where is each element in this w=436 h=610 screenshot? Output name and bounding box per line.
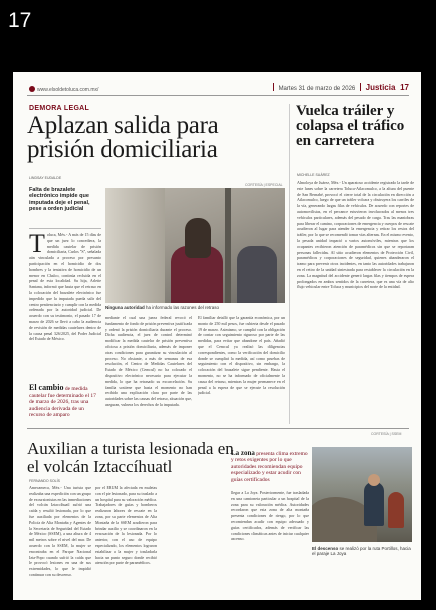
photo-credit-2: CORTESÍA | SSEM bbox=[371, 432, 402, 436]
viewer-toolbar bbox=[0, 0, 436, 42]
globe-icon bbox=[29, 86, 35, 92]
newspaper-page[interactable] bbox=[13, 72, 421, 600]
side-headline: Vuelca tráiler y colapsa el tráfico en carretera bbox=[296, 103, 405, 149]
main-kicker: DEMORA LEGAL bbox=[29, 105, 90, 112]
subhead-rule bbox=[29, 228, 101, 229]
page-number: 17 bbox=[400, 83, 409, 92]
story3-pullquote: La zona presenta clima extremo y retos exigentes por lo que autoridades recomiendan equipo especializado y estar acudir con guías certificados bbox=[231, 449, 308, 483]
story3-column-3: llegar a La Joya. Posteriormente, fue trasladada en una camioneta particular a un hospital de la zona para su valoración médica. Autoridades recordaron que esta zona de alta montaña presenta condiciones de riesgo, por lo que recomiendan acudir con equipo adecuado y guías certificados, además de verificar las condiciones climáticas antes de iniciar cualquier ascenso. bbox=[231, 490, 309, 542]
side-body: Almoloya de Juárez, Méx.- Un aparatoso accidente registrado la tarde de este lunes sobre la carretera Toluca-Atlacomulco, a la altura del puente de San Bernabé, provocó el cierre total de la circulación en dirección a Atlacomulco, luego de que un tráiler volcara y obstruyera los carriles de la vía, generando largas filas de vehículos. De acuerdo con reportes de automovilistas, en el percance estuvieron involucrados al menos tres vehículos particulares, además del pesado de carga. Tras las maniobras para liberar el camino, corporaciones de emergencia y cuerpos de rescate acudieron al lugar para atender la emergencia y retirar los restos del tráiler, por lo que se recomendó tomar vías alternas. En el mismo evento, la pesada unidad impactó a varios automóviles, mientras que los ocupantes recibieron atención de paramédicos sin que se reportaran personas fallecidas. Al sitio acudieron elementos de Protección Civil, paramédicos y corporaciones de seguridad, quienes abanderaron el tramo para prevenir otros incidentes, en tanto las autoridades trabajaron en el retiro de la unidad siniestrada para restablecer la circulación en la zona. La magnitud del accidente generó largas filas y tiempos de espera prolongados en ambos sentidos de la carretera, que es una vía de alto flujo vehicular entre Toluca y municipios del norte de la entidad. bbox=[297, 180, 414, 290]
section-name: Justicia bbox=[365, 83, 396, 92]
header-divider bbox=[273, 83, 274, 91]
section-rule bbox=[27, 428, 409, 429]
story3-column-2: por el ERUM la afectada en muletas con el pie lesionado, para su traslado a un hospital para su valoración médica. Trabajadores de guías y bomberos realizaron labores de rescate en la zona, por su parte elementos de Alta Montaña de la SSEM acudieron para brindar auxilio y se coordinaron en la evacuación de la lesionada. Por lo anterior, con el uso de equipo especializado, los elementos lograron estabilizar a la mujer y trasladarla hacia un punto seguro donde recibió atención por parte de paramédicos. bbox=[95, 485, 157, 566]
main-photo bbox=[105, 188, 285, 303]
column-divider bbox=[289, 104, 290, 424]
main-headline: Aplazan salida para prisión domiciliaria bbox=[27, 112, 219, 163]
story3-headline: Auxilian a turista lesionada en el volcán Iztaccíhuatl bbox=[27, 439, 234, 476]
main-subhead: Falta de brazalete electrónico impide que imputada deje el penal, pese a orden judicial bbox=[29, 187, 90, 213]
main-pullquote: El cambio de medida cautelar fue determinado el 17 de marzo de 2026, tras una audiencia derivada de un recurso de amparo bbox=[29, 383, 96, 418]
main-column-3: El familiar detalló que la garantía económica, por un monto de 250 mil pesos, fue cubierta desde el pasado 19 de marzo. Asimismo, se cumplió con la obligación de contar con seguimiento riguroso por parte de las medidas, para evitar que abandone el país. Añadió que el Cemcul ya realizó las diligencias correspondientes, como la verificación del domicilio donde se cumplirá la medida, así como pruebas de seguimiento con el dispositivo, sin embargo, la colocación del brazalete sigue pendiente. Hasta el momento, no se ha informado de oficialmente la causa del retraso, mientras la mujer permanece en el penal a la espera de que se ejecute la resolución judicial. bbox=[198, 315, 285, 396]
photo-credit: CORTESÍA | ESPECIAL bbox=[245, 183, 283, 187]
story3-caption: El descenso se realizó por la ruta Portillos, hacia el paraje La Joya bbox=[312, 546, 411, 557]
main-caption: Ninguna autoridad ha informado las razones del retraso bbox=[105, 305, 220, 310]
site-url: www.elsoldetoluca.com.mx/ bbox=[29, 86, 98, 93]
story3-column-1: Amecameca, Méx.- Una turista que realizaba una expedición con un grupo de excursionistas en las inmediaciones del volcán Iztaccíhuatl sufrió una caída y resultó lesionada, por lo que fue auxiliada por elementos de la Policía de Alta Montaña y Agentes de la Secretaría de Seguridad del Estado de México (SSEM), a una altura de 4 mil metros sobre el nivel del mar. De acuerdo con la SSEM, la mujer se encontraba en el Parque Nacional Izta-Popo cuando sufrió la caída que le provocó lesiones en una de sus extremidades, lo que le impidió continuar con su descenso. bbox=[29, 485, 91, 577]
story3-photo bbox=[312, 447, 412, 542]
header-divider bbox=[360, 83, 361, 91]
side-byline: MICHELLE SUÁREZ bbox=[297, 173, 330, 177]
page-date: Martes 31 de marzo de 2026 bbox=[278, 86, 356, 92]
main-column-1: Toluca, Méx.- A más de 15 días de que un juez lo concediera, la medida cautelar de prisión domiciliaria, Carlos "S", señalada aún vinculada a proceso por presunto participación en el homicidio de dos hombres y la tentativa de homicidio de un menor en Chalco, continúa recluida en el penal de esta localidad. Su hija, Arlette Santana, informó que hasta que el retraso en la colocación del brazalete electrónico fue impedido que la imputada pueda salir del centro penitenciario y cumplir con la medida ordenada por la autoridad judicial. De acuerdo con su testimonio, el pasado 17 de marzo de 2026 se llevó a cabo la audiencia de revisión de medidas cautelares dentro de la causa penal 326/2025, del Poder Judicial del Estado de México. bbox=[29, 232, 101, 342]
drop-cap: T bbox=[29, 232, 45, 258]
viewer-page-number: 17 bbox=[8, 9, 32, 32]
header-rule bbox=[27, 95, 409, 96]
page-header bbox=[270, 83, 409, 92]
main-byline: LINDSAY EUDALDE bbox=[29, 176, 62, 180]
main-column-2: mediante el cual una jueza federal revocó el fundamento de fondo de prisión preventiva justificada y ordenó la prisión domiciliaria durante el proceso. Dicha audiencia, el juez de control determinó modificar la medida cautelar de prisión preventiva oficiosa a prisión domiciliaria, además de imponer otras condiciones para garantizar su vinculación al proceso. No obstante, a más de semanas de esa resolución, el Centro de Medidas Cautelares del Estado de México (Cemcul) no ha colocado el dispositivo electrónico necesario para ejecutar la medida, lo que ha retrasado su excarcelación. Su familia sostiene que hasta el momento no han recibido una explicación clara por parte de las autoridades sobre las causas del retraso, situación que, aseguran, vulnera los derechos de la imputada. bbox=[105, 315, 192, 407]
story3-byline: FERNANDO SOLÍS bbox=[29, 479, 60, 483]
